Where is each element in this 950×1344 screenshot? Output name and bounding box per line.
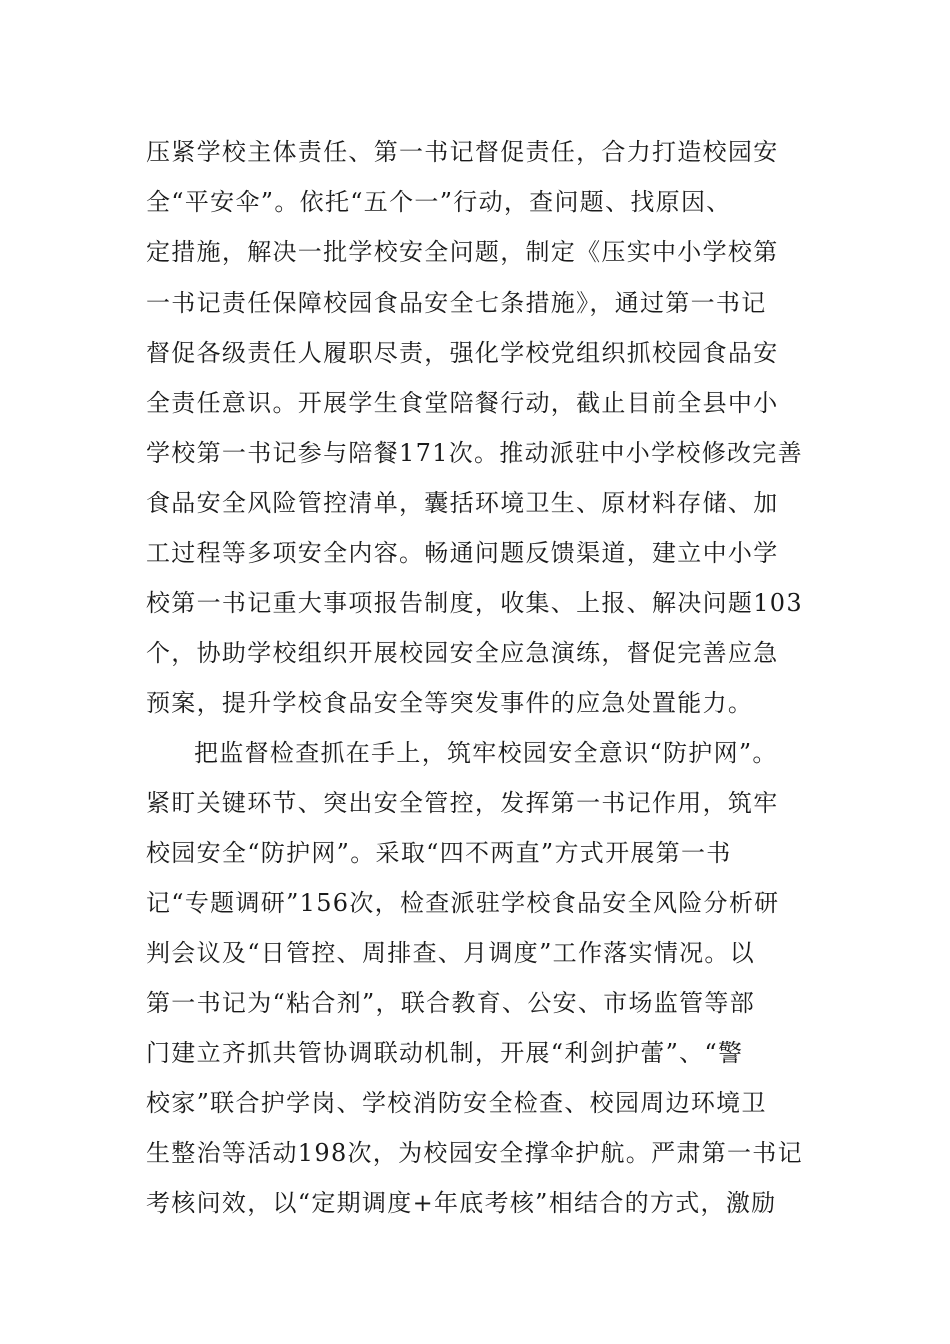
text-line: 校第一书记重大事项报告制度，收集、上报、解决问题103: [146, 589, 803, 617]
text-line: 预案，提升学校食品安全等突发事件的应急处置能力。: [146, 689, 754, 717]
text-line: 考核问效，以“定期调度+年底考核”相结合的方式，激励: [146, 1189, 777, 1217]
text-line: 食品安全风险管控清单，囊括环境卫生、原材料存储、加: [146, 489, 779, 517]
text-line: 全“平安伞”。依托“五个一”行动，查问题、找原因、: [146, 188, 732, 216]
paragraph-first-line: 把监督检查抓在手上，筑牢校园安全意识“防护网”。: [194, 739, 778, 767]
text-line: 第一书记为“粘合剂”，联合教育、公安、市场监管等部: [146, 989, 756, 1017]
text-line: 压紧学校主体责任、第一书记督促责任，合力打造校园安: [146, 138, 779, 166]
text-line: 工过程等多项安全内容。畅通问题反馈渠道，建立中小学: [146, 539, 779, 567]
text-line: 门建立齐抓共管协调联动机制，开展“利剑护蕾”、“警: [146, 1039, 744, 1067]
text-line: 全责任意识。开展学生食堂陪餐行动，截止目前全县中小: [146, 389, 779, 417]
text-line: 校园安全“防护网”。采取“四不两直”方式开展第一书: [146, 839, 732, 867]
text-line: 定措施，解决一批学校安全问题，制定《压实中小学校第: [146, 238, 779, 266]
text-line: 督促各级责任人履职尽责，强化学校党组织抓校园食品安: [146, 339, 779, 367]
text-line: 校家”联合护学岗、学校消防安全检查、校园周边环境卫: [146, 1089, 767, 1117]
text-line: 紧盯关键环节、突出安全管控，发挥第一书记作用，筑牢: [146, 789, 779, 817]
text-line: 记“专题调研”156次，检查派驻学校食品安全风险分析研: [146, 889, 780, 917]
text-line: 个，协助学校组织开展校园安全应急演练，督促完善应急: [146, 639, 779, 667]
text-line: 学校第一书记参与陪餐171次。推动派驻中小学校修改完善: [146, 439, 803, 467]
text-line: 判会议及“日管控、周排查、月调度”工作落实情况。以: [146, 939, 756, 967]
text-line: 生整治等活动198次，为校园安全撑伞护航。严肃第一书记: [146, 1139, 803, 1167]
text-line: 一书记责任保障校园食品安全七条措施》，通过第一书记: [146, 289, 767, 317]
